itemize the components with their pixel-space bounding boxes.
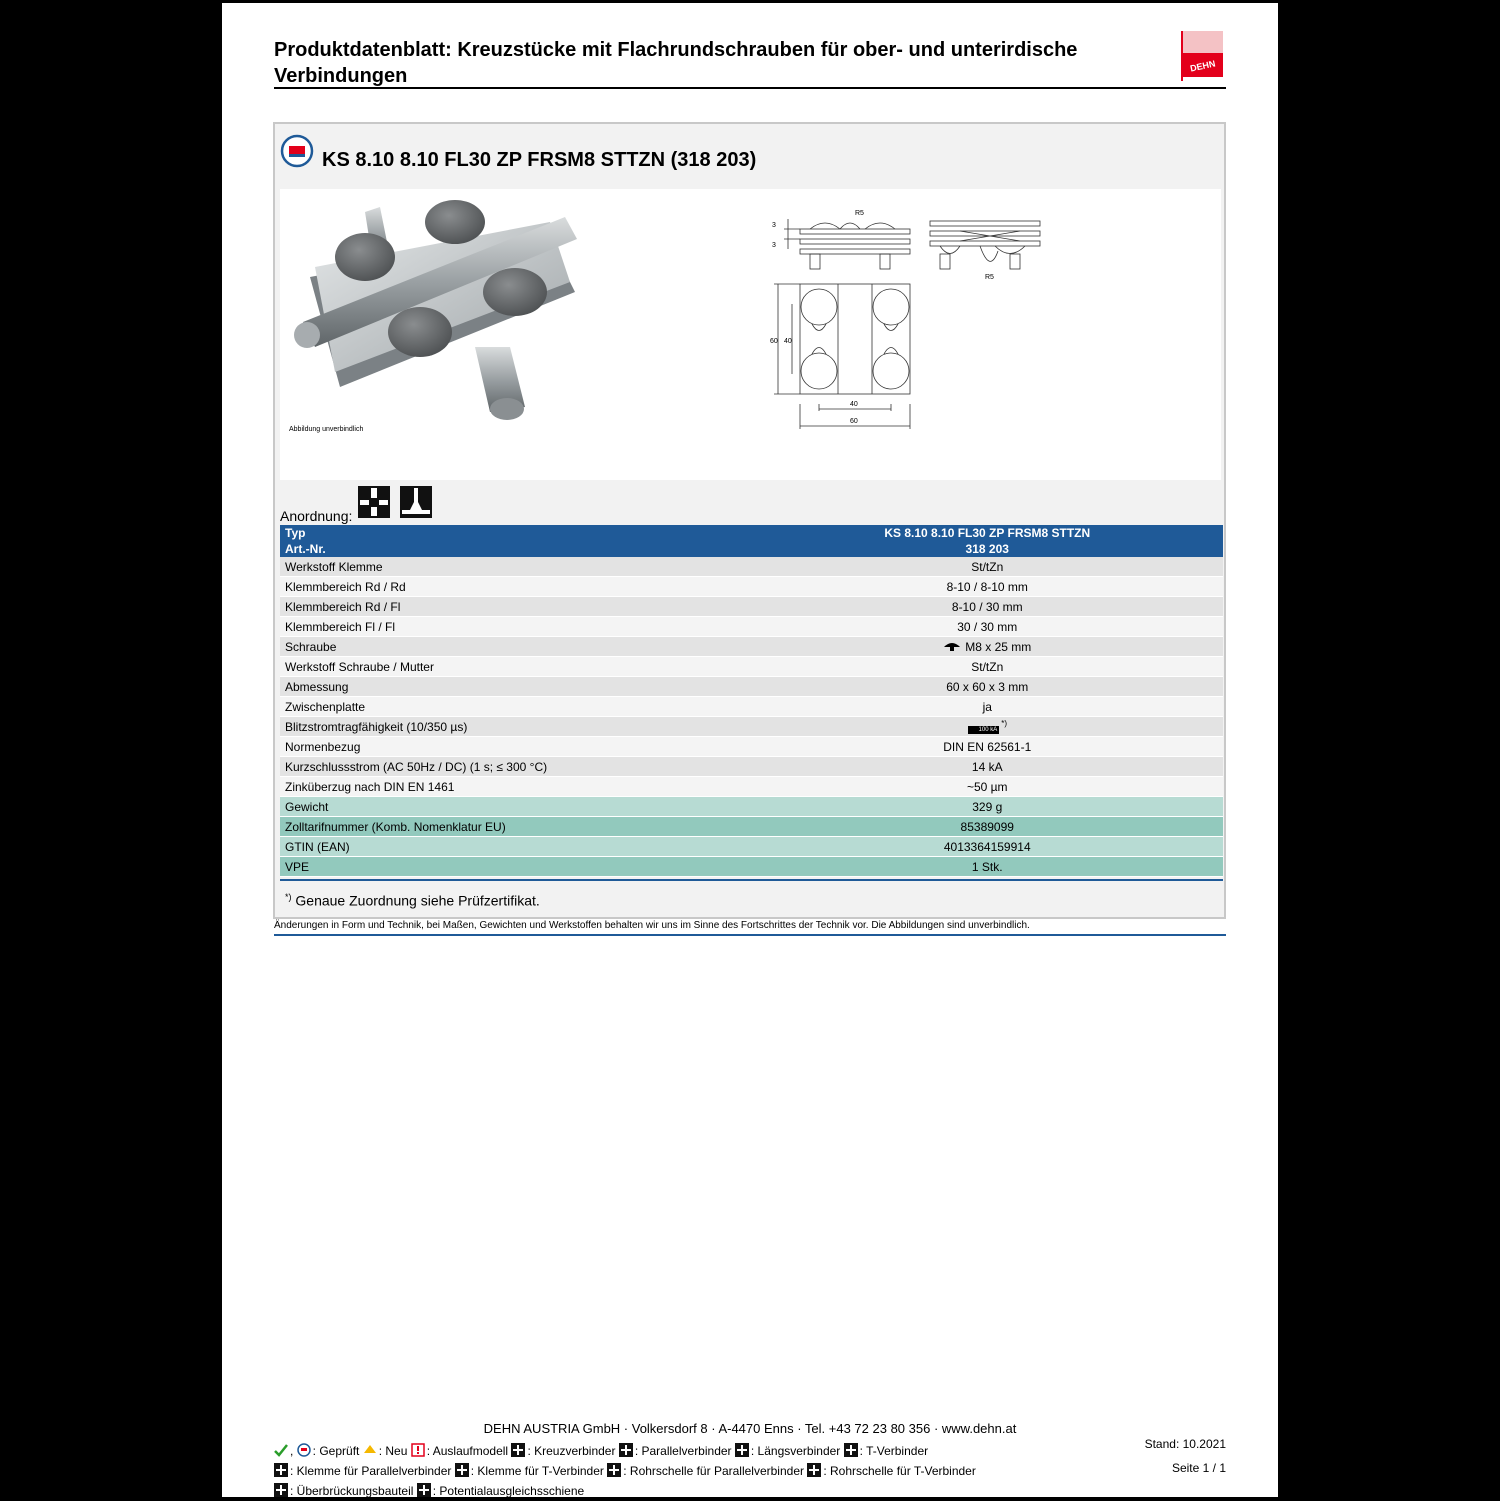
spec-value bbox=[752, 617, 1224, 637]
spec-label: Zinküberzug nach DIN EN 1461 bbox=[280, 777, 752, 797]
product-title: KS 8.10 8.10 FL30 ZP FRSM8 STTZN (318 203) bbox=[322, 149, 757, 171]
logo-text: DEHN bbox=[1189, 58, 1217, 74]
clamp-parallel-icon bbox=[274, 1463, 288, 1477]
revision-date: Stand: 10.2021 bbox=[1144, 1437, 1226, 1451]
legend-text: , bbox=[290, 1444, 297, 1458]
drawing-label-3a: 3 bbox=[772, 222, 776, 229]
legend-text: : Rohrschelle für T-Verbinder bbox=[823, 1464, 976, 1478]
spec-value bbox=[752, 597, 1224, 617]
spec-value-text: 8-10 / 8-10 mm bbox=[946, 579, 1028, 594]
spec-value-text: 60 x 60 x 3 mm bbox=[946, 679, 1029, 694]
legend-text: : Klemme für T-Verbinder bbox=[470, 1464, 608, 1478]
legend-text: : Rohrschelle für Parallelverbinder bbox=[623, 1464, 808, 1478]
footnote-mark: *) bbox=[285, 892, 292, 902]
legend-text: : Geprüft bbox=[312, 1444, 363, 1458]
spec-label: Werkstoff Klemme bbox=[280, 557, 752, 577]
equipotential-bar-icon bbox=[417, 1483, 431, 1497]
drawing-label-40-vertical: 40 bbox=[784, 338, 792, 345]
table-row bbox=[280, 837, 1223, 857]
spec-value bbox=[752, 737, 1224, 757]
drawing-label-60-vertical: 60 bbox=[770, 338, 778, 345]
spec-value-text: 1 Stk. bbox=[971, 859, 1003, 874]
spec-value-text: 329 g bbox=[972, 799, 1003, 814]
spec-value-text: 14 kA bbox=[971, 759, 1003, 774]
footnote-ref: *) bbox=[1001, 719, 1007, 728]
document-title: Produktdatenblatt: Kreuzstücke mit Flachrundschrauben für ober- und unterirdische Verbindungen bbox=[274, 39, 1078, 87]
spec-label: Blitzstromtragfähigkeit (10/350 µs) bbox=[280, 717, 752, 737]
bridging-component-icon bbox=[274, 1483, 288, 1497]
datasheet-page bbox=[222, 3, 1278, 1497]
spec-value bbox=[752, 837, 1224, 857]
t-connector-icon bbox=[844, 1443, 858, 1457]
spec-label: GTIN (EAN) bbox=[280, 837, 752, 857]
table-row bbox=[280, 817, 1223, 837]
spec-value-text: St/tZn bbox=[971, 659, 1004, 674]
spec-label: Typ bbox=[280, 525, 752, 541]
table-end-rule bbox=[280, 879, 1223, 881]
spec-label: VPE bbox=[280, 857, 752, 877]
spec-label: Art.-Nr. bbox=[280, 541, 752, 557]
parallel-connector-icon bbox=[619, 1443, 633, 1457]
impulse-100ka-icon bbox=[968, 726, 1000, 734]
new-badge-icon bbox=[363, 1443, 377, 1457]
table-row bbox=[280, 697, 1223, 717]
legend-text: : Längsverbinder bbox=[750, 1444, 844, 1458]
table-row bbox=[280, 757, 1223, 777]
image-caption: Abbildung unverbindlich bbox=[289, 426, 364, 433]
spec-value: KS 8.10 8.10 FL30 ZP FRSM8 STTZN bbox=[752, 525, 1224, 541]
spec-value bbox=[752, 757, 1224, 777]
table-row bbox=[280, 857, 1223, 877]
table-row bbox=[280, 717, 1223, 737]
spec-value bbox=[752, 657, 1224, 677]
product-photo bbox=[285, 197, 585, 427]
spec-value bbox=[752, 777, 1224, 797]
test-seal-icon bbox=[280, 134, 314, 168]
spec-value bbox=[752, 577, 1224, 597]
legend-text: : Potentialausgleichsschiene bbox=[432, 1484, 585, 1498]
spec-label: Kurzschlussstrom (AC 50Hz / DC) (1 s; ≤ 300 °C) bbox=[280, 757, 752, 777]
table-row bbox=[280, 617, 1223, 637]
spec-label: Schraube bbox=[280, 637, 752, 657]
footnote-text: Genaue Zuordnung siehe Prüfzertifikat. bbox=[291, 892, 540, 909]
drawing-label-r5-bottom: R5 bbox=[985, 274, 994, 281]
cross-connector-icon bbox=[511, 1443, 525, 1457]
test-seal-icon bbox=[297, 1443, 311, 1457]
legend-text: : Auslaufmodell bbox=[426, 1444, 512, 1458]
spec-label: Normenbezug bbox=[280, 737, 752, 757]
spec-value bbox=[752, 697, 1224, 717]
spec-value bbox=[752, 637, 1224, 657]
legend-text: : Klemme für Parallelverbinder bbox=[290, 1464, 455, 1478]
legend-text: : Neu bbox=[378, 1444, 411, 1458]
pipe-clamp-t-icon bbox=[807, 1463, 821, 1477]
spec-label: Zwischenplatte bbox=[280, 697, 752, 717]
image-area bbox=[280, 189, 1221, 480]
pipe-clamp-parallel-icon bbox=[607, 1463, 621, 1477]
legend-line bbox=[274, 1481, 1074, 1501]
table-row bbox=[280, 577, 1223, 597]
spec-value-text: 4013364159914 bbox=[943, 839, 1031, 854]
table-row bbox=[280, 557, 1223, 577]
legend-line bbox=[274, 1461, 1074, 1481]
spec-value-text: 8-10 / 30 mm bbox=[951, 599, 1023, 614]
product-card bbox=[273, 122, 1226, 919]
legend-line bbox=[274, 1441, 1074, 1461]
spec-value bbox=[752, 857, 1224, 877]
spec-label: Klemmbereich Rd / Fl bbox=[280, 597, 752, 617]
screw-head-icon bbox=[943, 641, 961, 651]
spec-value-text: 85389099 bbox=[960, 819, 1014, 834]
table-header-row bbox=[280, 541, 1223, 557]
arrangement-label: Anordnung: bbox=[280, 508, 353, 524]
table-row bbox=[280, 677, 1223, 697]
legend-text: : Überbrückungsbauteil bbox=[290, 1484, 417, 1498]
spec-label: Abmessung bbox=[280, 677, 752, 697]
spec-label: Werkstoff Schraube / Mutter bbox=[280, 657, 752, 677]
table-row bbox=[280, 637, 1223, 657]
spec-label: Klemmbereich Fl / Fl bbox=[280, 617, 752, 637]
disclaimer: Änderungen in Form und Technik, bei Maßen, Gewichten und Werkstoffen behalten wir uns im Sinne des Fortschrittes der Technik vor. Die Abbildungen sind unverbindlich. bbox=[274, 920, 1030, 931]
cross-connector-icon bbox=[358, 486, 390, 518]
drawing-label-40-horizontal: 40 bbox=[850, 401, 858, 408]
spec-label: Klemmbereich Rd / Rd bbox=[280, 577, 752, 597]
spec-value-text: DIN EN 62561-1 bbox=[943, 739, 1032, 754]
spec-value bbox=[752, 677, 1224, 697]
specification-table bbox=[280, 525, 1223, 877]
icon-legend bbox=[274, 1441, 1074, 1501]
clamp-t-icon bbox=[455, 1463, 469, 1477]
legend-text: : T-Verbinder bbox=[859, 1444, 929, 1458]
spec-value bbox=[752, 797, 1224, 817]
spec-value bbox=[752, 717, 1224, 737]
drawing-label-r5-top: R5 bbox=[855, 210, 864, 217]
spec-value bbox=[752, 557, 1224, 577]
t-connector-icon bbox=[400, 486, 432, 518]
spec-value-text: M8 x 25 mm bbox=[965, 639, 1032, 654]
page-number: Seite 1 / 1 bbox=[1171, 1461, 1226, 1475]
company-address: DEHN AUSTRIA GmbH · Volkersdorf 8 · A-4470 Enns · Tel. +43 72 23 80 356 · www.dehn.at bbox=[483, 1421, 1017, 1436]
spec-value-text: 30 / 30 mm bbox=[957, 619, 1018, 634]
legend-text: : Parallelverbinder bbox=[634, 1444, 735, 1458]
spec-value bbox=[752, 817, 1224, 837]
spec-label: Gewicht bbox=[280, 797, 752, 817]
spec-value-text: ja bbox=[982, 699, 992, 714]
spec-value: 318 203 bbox=[752, 541, 1224, 557]
table-row bbox=[280, 657, 1223, 677]
longitudinal-connector-icon bbox=[735, 1443, 749, 1457]
impulse-badge: 100 kA bbox=[978, 727, 998, 733]
discontinued-icon bbox=[411, 1443, 425, 1457]
spec-label: Zolltarifnummer (Komb. Nomenklatur EU) bbox=[280, 817, 752, 837]
table-row bbox=[280, 737, 1223, 757]
drawing-label-3b: 3 bbox=[772, 242, 776, 249]
technical-drawing bbox=[770, 199, 1060, 439]
legend-text: : Kreuzverbinder bbox=[527, 1444, 619, 1458]
table-row bbox=[280, 777, 1223, 797]
disclaimer-rule bbox=[274, 934, 1226, 936]
dehn-logo bbox=[1177, 31, 1225, 81]
checkmark-icon bbox=[274, 1443, 288, 1457]
table-header-row bbox=[280, 525, 1223, 541]
title-rule bbox=[274, 87, 1226, 89]
spec-value-text: St/tZn bbox=[971, 559, 1004, 574]
drawing-label-60-horizontal: 60 bbox=[850, 418, 858, 425]
footnote bbox=[285, 892, 540, 909]
table-row bbox=[280, 797, 1223, 817]
table-row bbox=[280, 597, 1223, 617]
spec-value-text: ~50 µm bbox=[966, 779, 1008, 794]
